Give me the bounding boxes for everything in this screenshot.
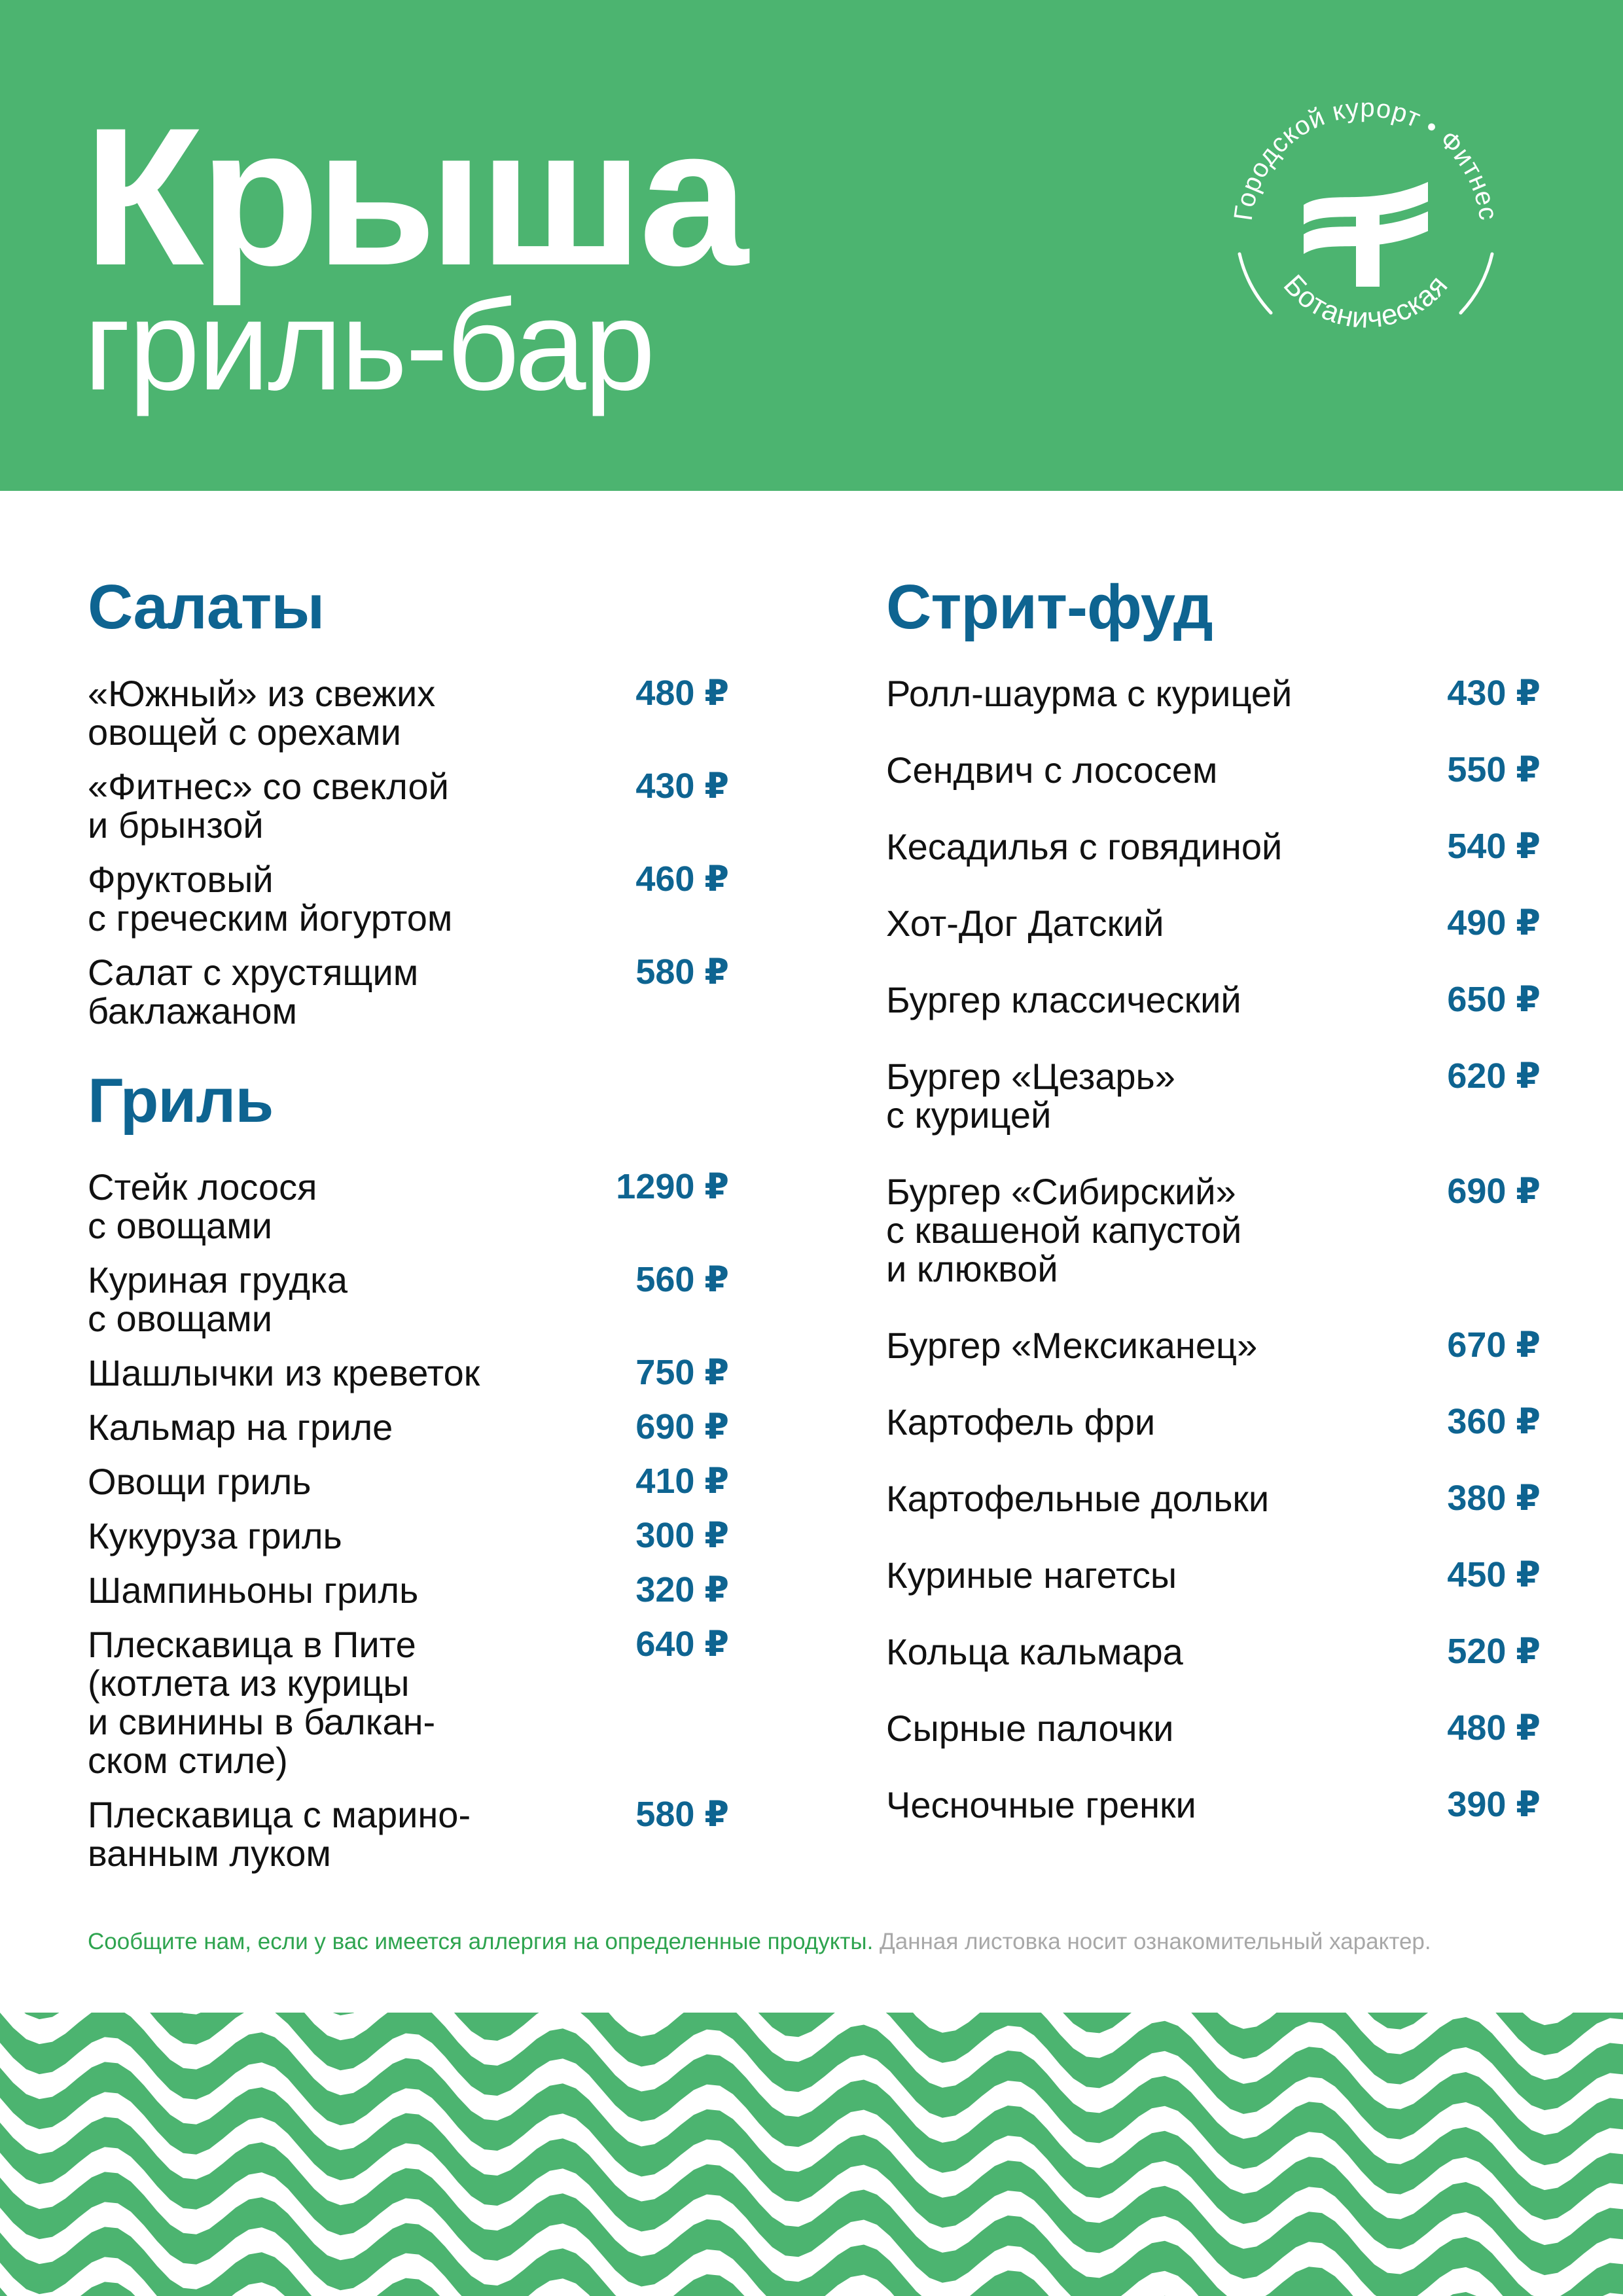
- menu-item-name: Кольца кальмара: [886, 1631, 1183, 1672]
- menu-item: [88, 767, 729, 844]
- menu-item-price: 450 ₽: [1447, 1555, 1541, 1594]
- menu-item-price: 480 ₽: [1447, 1708, 1541, 1748]
- allergy-note: Сообщите нам, если у вас имеется аллергия на определенные продукты.: [88, 1929, 874, 1954]
- menu-item: [88, 1354, 729, 1392]
- right-column: [886, 572, 1541, 1862]
- logo-ring-text-bottom: Ботаническая: [1277, 268, 1455, 334]
- section-title-salads: Салаты: [88, 572, 325, 642]
- menu-item-name: Шашлычки из креветок: [88, 1352, 480, 1393]
- resort-logo: [1219, 84, 1513, 378]
- menu-item: [886, 751, 1541, 789]
- menu-item-name: Куриные нагетсы: [886, 1554, 1177, 1596]
- menu-item-name: Картофельные дольки: [886, 1478, 1270, 1519]
- menu-item-price: 300 ₽: [635, 1516, 729, 1555]
- menu-item-price: 670 ₽: [1447, 1325, 1541, 1365]
- menu-item-price: 640 ₽: [635, 1624, 729, 1664]
- menu-item-name: Кукуруза гриль: [88, 1515, 342, 1556]
- menu-item: [88, 1516, 729, 1555]
- menu-item-name: Куриная грудка с овощами: [88, 1259, 348, 1339]
- menu-item: [886, 1785, 1541, 1824]
- menu-item-price: 380 ₽: [1447, 1479, 1541, 1518]
- menu-item-price: 360 ₽: [1447, 1402, 1541, 1441]
- menu-item: [886, 674, 1541, 713]
- menu-item-price: 480 ₽: [635, 673, 729, 713]
- menu-item: [886, 1326, 1541, 1365]
- section-title-streetfood: Стрит-фуд: [886, 572, 1213, 642]
- footnote: [88, 1928, 1547, 1956]
- menu-item-name: Кальмар на гриле: [88, 1407, 393, 1448]
- menu-item-price: 1290 ₽: [616, 1167, 729, 1206]
- menu-item-price: 690 ₽: [1447, 1172, 1541, 1211]
- menu-item: [886, 1479, 1541, 1518]
- menu-item-name: Сырные палочки: [886, 1708, 1174, 1749]
- menu-item-price: 550 ₽: [1447, 750, 1541, 789]
- salads-list: [88, 674, 729, 1030]
- menu-item: [88, 1168, 729, 1245]
- menu-item-name: Бургер «Цезарь» с курицей: [886, 1056, 1175, 1136]
- menu-item-name: Плескавица с марино- ванным луком: [88, 1794, 471, 1874]
- menu-item-name: Бургер «Мексиканец»: [886, 1325, 1258, 1366]
- menu-item: [886, 980, 1541, 1019]
- menu-item-price: 460 ₽: [635, 859, 729, 899]
- menu-item-price: 540 ₽: [1447, 827, 1541, 866]
- menu-item-name: Фруктовый с греческим йогуртом: [88, 859, 453, 939]
- menu-item: [886, 1632, 1541, 1671]
- header-banner: [0, 0, 1623, 491]
- menu-item: [886, 1172, 1541, 1288]
- menu-item: [886, 1556, 1541, 1594]
- menu-item-price: 580 ₽: [635, 952, 729, 992]
- menu-item: [88, 1571, 729, 1609]
- menu-item-name: Шампиньоны гриль: [88, 1570, 419, 1611]
- menu-item-name: Плескавица в Пите (котлета из курицы и свинины в балкан- ском стиле): [88, 1624, 436, 1781]
- menu-item-price: 490 ₽: [1447, 903, 1541, 942]
- menu-item-name: Овощи гриль: [88, 1461, 312, 1502]
- page-subtitle: гриль-бар: [84, 274, 654, 417]
- menu-item: [88, 1795, 729, 1873]
- menu-item: [886, 827, 1541, 866]
- menu-item-name: Бургер «Сибирский» с квашеной капустой и клюквой: [886, 1171, 1242, 1289]
- menu-item-price: 560 ₽: [635, 1260, 729, 1299]
- menu-item-name: Кесадилья с говядиной: [886, 826, 1283, 867]
- menu-item-name: Стейк лосося с овощами: [88, 1166, 317, 1246]
- menu-item: [88, 1408, 729, 1446]
- menu-item-price: 690 ₽: [635, 1407, 729, 1446]
- menu-item-price: 520 ₽: [1447, 1632, 1541, 1671]
- menu-item: [88, 1625, 729, 1780]
- grill-list: [88, 1168, 729, 1873]
- left-column: [88, 572, 729, 1888]
- menu-item-price: 410 ₽: [635, 1462, 729, 1501]
- menu-item-name: Сендвич с лососем: [886, 749, 1218, 791]
- menu-item-name: Картофель фри: [886, 1401, 1156, 1443]
- menu-item-price: 430 ₽: [1447, 673, 1541, 713]
- menu-item: [88, 1261, 729, 1338]
- menu-item-price: 580 ₽: [635, 1795, 729, 1834]
- menu-item-price: 390 ₽: [1447, 1785, 1541, 1824]
- menu-item-price: 750 ₽: [635, 1353, 729, 1392]
- menu-item-price: 620 ₽: [1447, 1056, 1541, 1096]
- menu-item: [88, 860, 729, 937]
- section-title-grill: Гриль: [88, 1066, 274, 1136]
- logo-ring-text-top: Городской курорт • Фитнес: [1228, 93, 1503, 223]
- menu-item-name: Ролл-шаурма с курицей: [886, 673, 1293, 714]
- menu-item-price: 430 ₽: [635, 766, 729, 806]
- menu-item: [886, 1709, 1541, 1748]
- menu-item: [886, 904, 1541, 942]
- menu-item-name: Салат с хрустящим баклажаном: [88, 952, 419, 1031]
- menu-item-price: 320 ₽: [635, 1570, 729, 1609]
- streetfood-list: [886, 674, 1541, 1824]
- menu-item-name: Бургер классический: [886, 979, 1241, 1020]
- page-title: Крыша: [84, 86, 745, 306]
- menu-item: [88, 953, 729, 1030]
- menu-item: [886, 1403, 1541, 1441]
- menu-item-price: 650 ₽: [1447, 980, 1541, 1019]
- menu-item: [88, 1462, 729, 1501]
- menu-item-name: «Фитнес» со свеклой и брынзой: [88, 766, 449, 846]
- menu-item: [886, 1057, 1541, 1134]
- menu-item: [88, 674, 729, 751]
- logo-mark-icon: [1304, 182, 1428, 287]
- wave-pattern: [0, 2013, 1623, 2296]
- disclaimer-note: Данная листовка носит ознакомительный характер.: [880, 1929, 1431, 1954]
- menu-item-name: Чесночные гренки: [886, 1784, 1196, 1825]
- menu-item-name: «Южный» из свежих овощей с орехами: [88, 673, 436, 753]
- menu-item-name: Хот-Дог Датский: [886, 903, 1164, 944]
